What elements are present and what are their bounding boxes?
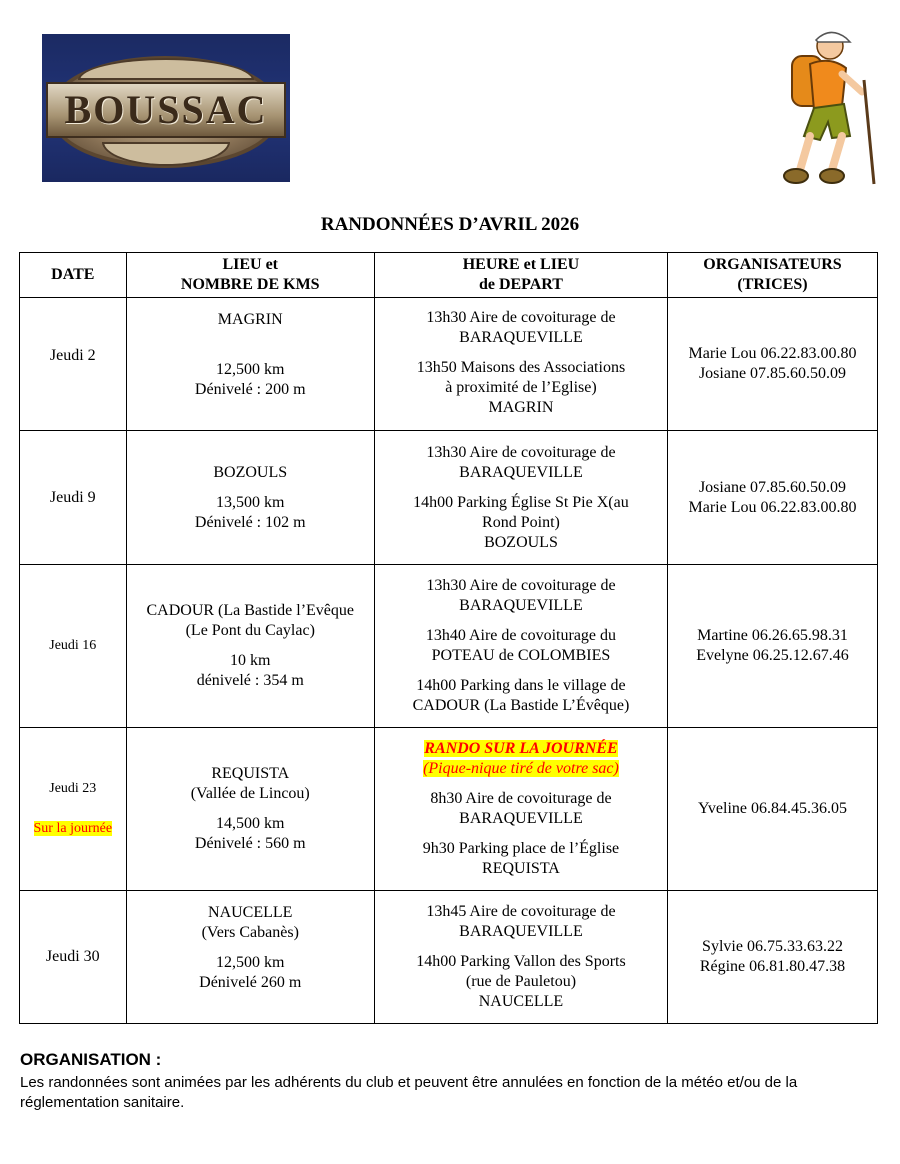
journee-banner: RANDO SUR LA JOURNÉE [424, 740, 618, 757]
organisation-heading: ORGANISATION : [20, 1050, 162, 1069]
date-cell: Jeudi 9 [20, 431, 127, 565]
table-row [20, 891, 878, 1024]
date-cell: Jeudi 23 Sur la journée [20, 728, 127, 891]
lieu-cell: MAGRIN 12,500 km Dénivelé : 200 m [126, 298, 374, 431]
table-row [20, 298, 878, 431]
logo-top-ribbon [78, 58, 254, 80]
lieu-cell: NAUCELLE (Vers Cabanès) 12,500 km Dénivelé 260 m [126, 891, 374, 1024]
date-cell: Jeudi 16 [20, 565, 127, 728]
table-row [20, 431, 878, 565]
depart-cell: 13h30 Aire de covoiturage de BARAQUEVILLE 13h40 Aire de covoiturage du POTEAU de COLOMBIES 14h00 Parking dans le village de CADOUR (La Bastide L’Évêque) [374, 565, 667, 728]
table-row [20, 728, 878, 891]
organisation-text: Les randonnées sont animées par les adhérents du club et peuvent être annulées en fonction de la météo et/ou de la réglementation sanitaire. [20, 1074, 798, 1111]
header-organisateurs: ORGANISATEURS (TRICES) [668, 253, 878, 298]
date-note-highlight: Sur la journée [33, 821, 113, 836]
hiker-illustration [770, 24, 882, 190]
header-lieu: LIEU et NOMBRE DE KMS [126, 253, 374, 298]
club-logo [42, 34, 290, 182]
header-date: DATE [20, 253, 127, 298]
date-cell: Jeudi 2 [20, 298, 127, 431]
table-row [20, 565, 878, 728]
depart-cell: 13h30 Aire de covoiturage de BARAQUEVILLE 14h00 Parking Église St Pie X(au Rond Point) BOZOULS [374, 431, 667, 565]
organisateurs-cell: Martine 06.26.65.98.31 Evelyne 06.25.12.67.46 [668, 565, 878, 728]
organisateurs-cell: Marie Lou 06.22.83.00.80 Josiane 07.85.60.50.09 [668, 298, 878, 431]
lieu-cell: CADOUR (La Bastide l’Evêque (Le Pont du Caylac) 10 km dénivelé : 354 m [126, 565, 374, 728]
organisateurs-cell: Sylvie 06.75.33.63.22 Régine 06.81.80.47.38 [668, 891, 878, 1024]
depart-cell: RANDO SUR LA JOURNÉE (Pique-nique tiré de votre sac) 8h30 Aire de covoiturage de BARAQUEVILLE 9h30 Parking place de l’Église REQUISTA [374, 728, 667, 891]
page-title: RANDONNÉES D’AVRIL 2026 [320, 214, 580, 235]
organisateurs-cell: Yveline 06.84.45.36.05 [668, 728, 878, 891]
logo-name: BOUSSAC [64, 87, 268, 132]
depart-cell: 13h30 Aire de covoiturage de BARAQUEVILLE 13h50 Maisons des Associations à proximité de l’Eglise) MAGRIN [374, 298, 667, 431]
picnic-note: (Pique-nique tiré de votre sac) [423, 760, 619, 777]
table-header-row [20, 253, 878, 298]
date-cell: Jeudi 30 [20, 891, 127, 1024]
hike-schedule-table [19, 252, 878, 1024]
header-heure: HEURE et LIEU de DEPART [374, 253, 667, 298]
organisateurs-cell: Josiane 07.85.60.50.09 Marie Lou 06.22.83.00.80 [668, 431, 878, 565]
depart-cell: 13h45 Aire de covoiturage de BARAQUEVILLE 14h00 Parking Vallon des Sports (rue de Pauletou) NAUCELLE [374, 891, 667, 1024]
lieu-cell: REQUISTA (Vallée de Lincou) 14,500 km Dénivelé : 560 m [126, 728, 374, 891]
lieu-cell: BOZOULS 13,500 km Dénivelé : 102 m [126, 431, 374, 565]
